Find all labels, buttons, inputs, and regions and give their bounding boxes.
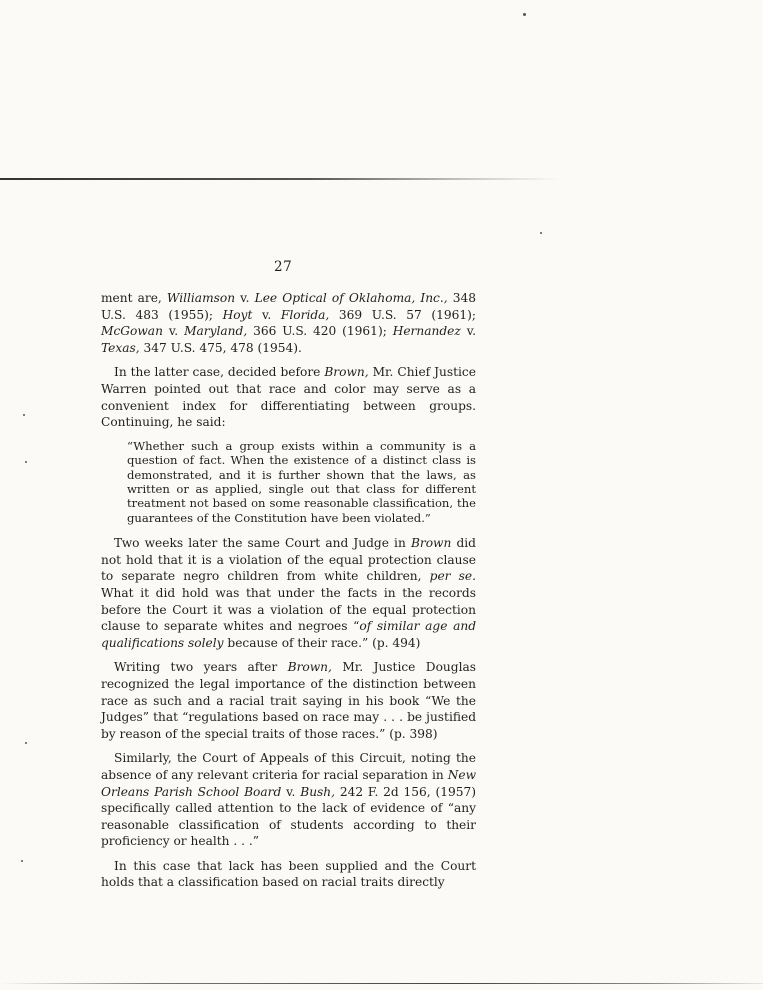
body-text [101,290,476,899]
text-run: Similarly, the Court of Appeals of this Circuit, noting the absence of any relevant criteria for racial separation in [101,751,476,782]
text-run: Mr. Justice Douglas recognized the legal importance of the distinction between race as such and a racial trait saying in his book “We the Judges” that “regulations based on race may . . . be justified by reason of the special traits of those races.” (p. 398) [101,660,476,741]
italic-run: per se. [429,569,476,584]
text-run: In this case that lack has been supplied and the Court holds that a classification based on racial traits directly [101,858,476,890]
italic-run: Hernandez [392,324,461,339]
paragraph [101,659,476,742]
text-run: “Whether such a group exists within a community is a question of fact. When the existence of a distinct class is demonstrated, and it is further shown that the laws, as written or as applied, single out that class for different treatment not based on some reasonable classification, the guarantees of the Constitution have been violated.” [127,438,476,525]
scan-edge-rule-bottom [0,983,763,984]
italic-run: McGowan [101,324,163,339]
text-run: v. [460,324,477,339]
scan-edge-rule-top [0,178,560,180]
text-run: 366 U.S. 420 (1961); [247,324,393,339]
text-run: Mr. Chief Justice Warren pointed out that race and color may serve as a convenient index for differentiating between groups. Continuing, he said: [101,365,476,430]
paragraph [101,858,476,891]
scan-speck [523,13,526,16]
italic-run: Lee Optical of Oklahoma, Inc., [254,291,448,305]
text-run: What it did hold was that under the facts in the records before the Court it was a violation of the equal protection clause to separate whites and negroes “ [101,585,476,634]
text-run: In the latter case, decided before [114,365,325,380]
text-run: Two weeks later the same Court and Judge in [114,536,411,551]
italic-run: Brown, [324,365,369,380]
scan-speck [540,232,542,234]
scan-speck [23,414,25,416]
text-run: 242 F. 2d 156, (1957) specifically called attention to the lack of evidence of “any reasonable classification of students according to their proficiency or health . . .” [101,784,477,849]
italic-run: Florida, [280,307,330,322]
text-run: did not hold that it is a violation of the equal protection clause to separate negro children from white children, [101,536,476,584]
scan-speck [25,461,27,463]
italic-run: New Orleans Parish School Board [101,767,476,799]
paragraph [101,290,476,356]
paragraph [101,535,476,651]
text-run: v. [252,307,281,322]
paragraph [101,364,476,430]
scan-speck [25,742,27,744]
italic-run: of similar age and qualifications solely [101,619,476,650]
italic-run: Texas, [101,340,140,355]
italic-run: Maryland, [184,324,248,339]
block-quote [127,439,476,525]
scan-speck [21,860,23,862]
italic-run: Bush, [300,784,336,799]
text-run: 348 U.S. 483 (1955); [101,291,477,322]
page-number: 27 [274,259,293,275]
italic-run: Williamson [166,291,236,305]
text-run: because of their race.” (p. 494) [223,635,421,650]
italic-run: Hoyt [222,307,253,322]
text-run: v. [281,784,301,799]
text-run: 369 U.S. 57 (1961); [329,307,477,322]
italic-run: Brown, [287,660,332,675]
text-run: v. [235,291,255,305]
paragraph [101,750,476,850]
text-run: ment are, [101,291,167,305]
text-run: Writing two years after [114,660,288,675]
text-run: v. [162,324,185,339]
italic-run: Brown [410,536,452,551]
text-run: 347 U.S. 475, 478 (1954). [139,340,302,355]
